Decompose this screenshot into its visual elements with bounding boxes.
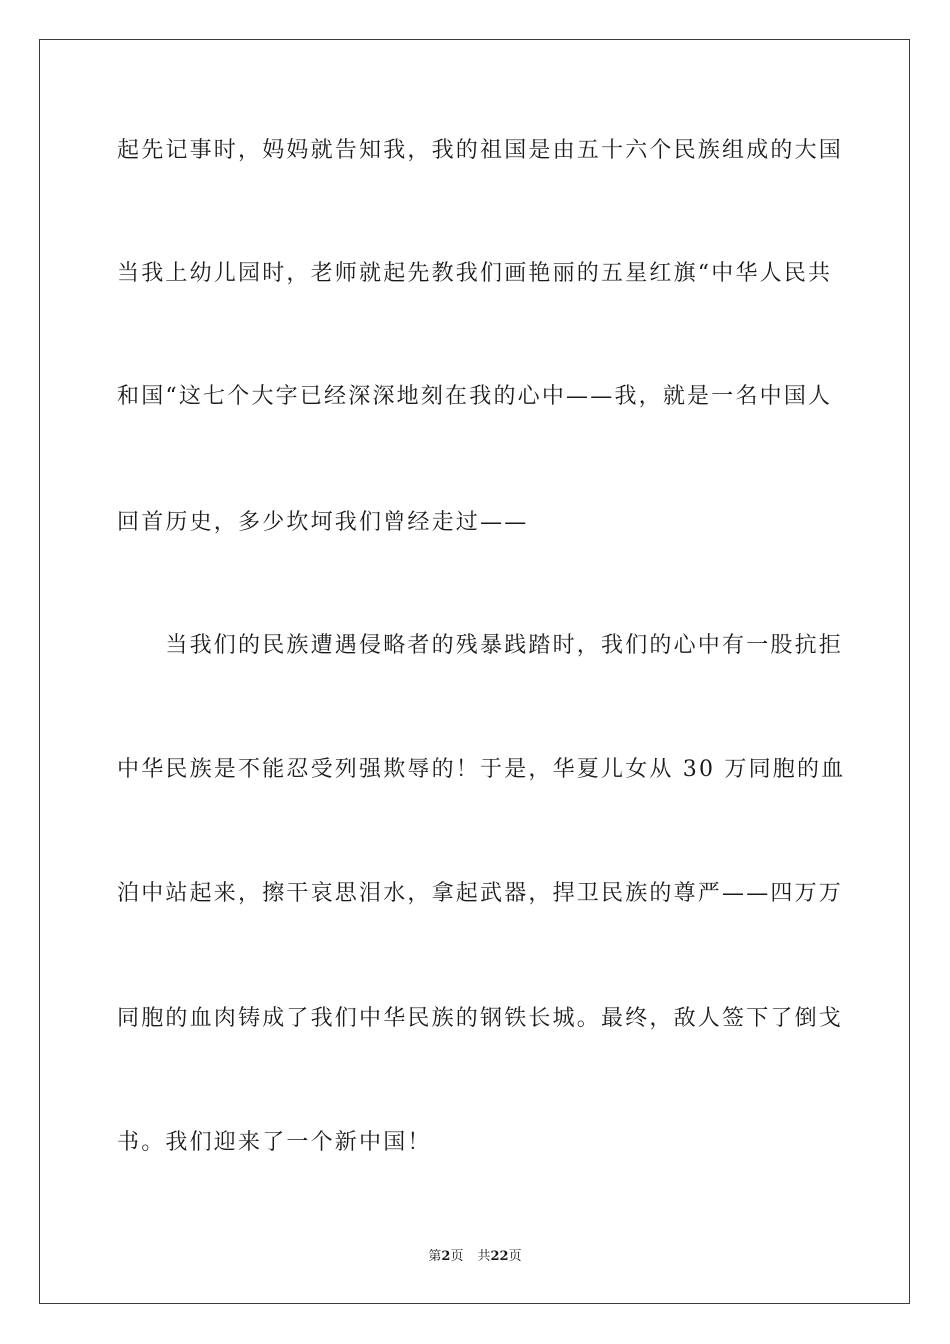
page-label-suffix: 页 (450, 1249, 464, 1264)
paragraph-line-2: 当我上幼儿园时，老师就起先教我们画艳丽的五星红旗“中华人民共 (117, 261, 833, 286)
paragraph-line-6: 中华民族是不能忍受列强欺辱的！于是，华夏儿女从 30 万同胞的血 (117, 757, 846, 782)
paragraph-line-1: 起先记事时，妈妈就告知我，我的祖国是由五十六个民族组成的大国 (117, 138, 844, 163)
page-number: 2 (441, 1249, 451, 1264)
paragraph-line-5: 当我们的民族遭遇侵略者的残暴践踏时，我们的心中有一股抗拒 (117, 633, 844, 658)
paragraph-line-8: 同胞的血肉铸成了我们中华民族的钢铁长城。最终，敌人签下了倒戈 (117, 1006, 844, 1031)
total-pages: 22 (490, 1249, 509, 1264)
paragraph-line-3: 和国“这七个大字已经深深地刻在我的心中——我，就是一名中国人 (117, 384, 833, 409)
total-label-suffix: 页 (508, 1249, 522, 1264)
page-border (39, 39, 910, 1304)
paragraph-line-4: 回首历史，多少坎坷我们曾经走过—— (117, 510, 529, 535)
paragraph-line-7: 泊中站起来，擦干哀思泪水，拿起武器，捍卫民族的尊严——四万万 (117, 881, 844, 906)
page-footer (0, 1248, 950, 1266)
total-label-prefix: 共 (477, 1249, 491, 1264)
paragraph-line-9: 书。我们迎来了一个新中国！ (117, 1130, 432, 1155)
page-label-prefix: 第 (428, 1249, 442, 1264)
